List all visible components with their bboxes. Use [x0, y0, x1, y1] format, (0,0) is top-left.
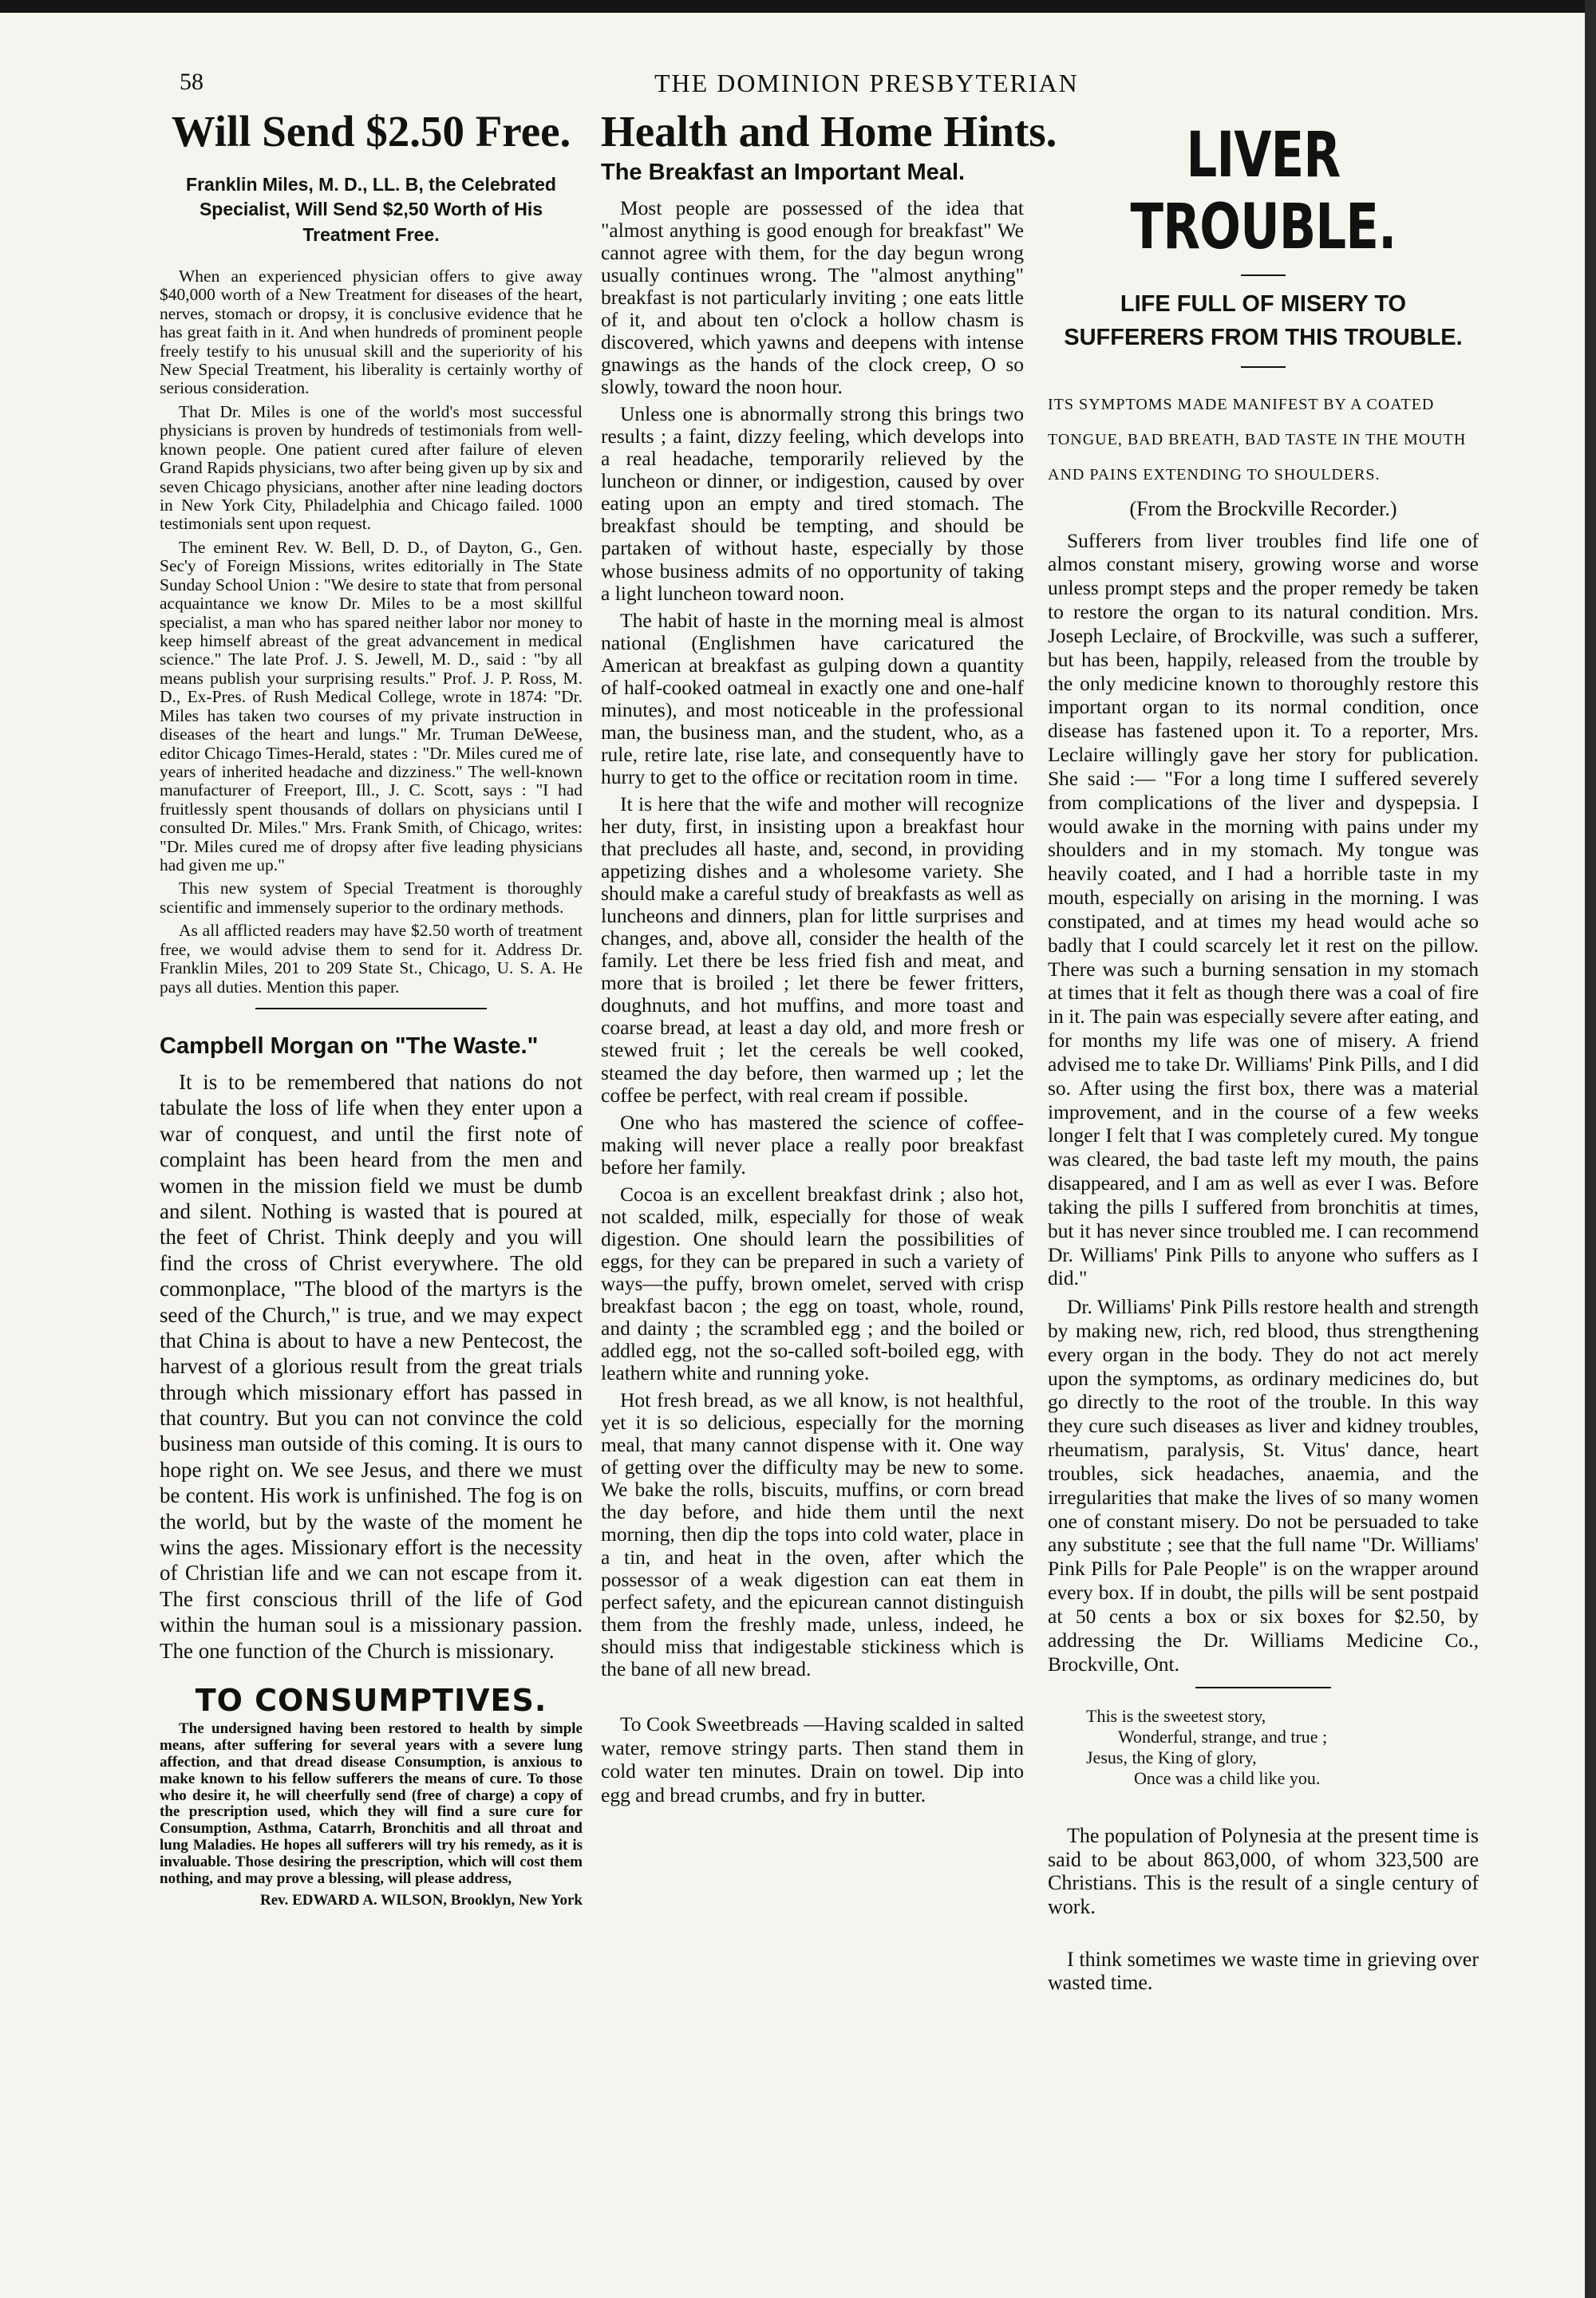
- article-body-free-offer: [160, 267, 583, 997]
- article-title-liver: LIVER TROUBLE.: [1130, 120, 1396, 263]
- divider: [1241, 366, 1286, 368]
- scan-right-edge: [1585, 0, 1596, 2298]
- paragraph: It is to be remembered that nations do not tabulate the loss of life when they enter upon a war of conquest, and until the first note of complaint has been heard from the men and women in the mission field we must be dumb and silent. Nothing is wasted that is poured at the feet of Christ. Think deeply and you will find the cross of Christ everywhere. The old commonplace, "The blood of the martyrs is the seed of the Church," is true, and we may expect that China is about to have a new Pentecost, the harvest of a glorious result from the great trials through which missionary effort has passed in that country. But you can not convince the cold business man outside of this coming. It is ours to hope right on. We see Jesus, and there we must be content. His work is unfinished. The fog is on the world, but by the waste of the moment he wins the ages. Missionary effort is the necessity of Christian life and we can not escape from it. The first conscious thrill of the life of God within the human soul is a missionary passion. The one function of the Church is missionary.: [160, 1069, 583, 1663]
- column-left: [160, 109, 583, 1909]
- article-body-liver: [1048, 529, 1479, 1676]
- closing-note: [1048, 1948, 1479, 1995]
- ad-signature: Rev. EDWARD A. WILSON, Brooklyn, New York: [260, 1891, 583, 1909]
- article-subhead-free-offer: Franklin Miles, M. D., LL. B, the Celebrated Specialist, Will Send $2,50 Worth of His Treatment Free.: [186, 173, 556, 246]
- article-subhead-breakfast: The Breakfast an Important Meal.: [601, 159, 966, 185]
- scan-top-edge: [0, 0, 1596, 13]
- paragraph: This new system of Special Treatment is thoroughly scientific and immensely superior to the ordinary methods.: [160, 879, 583, 917]
- paragraph: One who has mastered the science of coffee-making will never place a really poor breakfast before her family.: [601, 1110, 1024, 1179]
- poem-line: This is the sweetest story,: [1086, 1706, 1266, 1727]
- paragraph: Most people are possessed of the idea that "almost anything is good enough for breakfast" We cannot agree with them, for the day begun wrong usually continues wrong. The "almost anything" breakfast is not particularly inviting ; one eats little of it, and about ten o'clock a hollow chasm is discovered, which yawns and deepens with intense gnawings as the hands of the clock creep, O so slowly, toward the noon hour.: [601, 195, 1024, 399]
- polynesia-note: [1048, 1824, 1479, 1919]
- ad-title-consumptives: TO CONSUMPTIVES.: [195, 1682, 547, 1718]
- paragraph: I think sometimes we waste time in grieving over wasted time.: [1048, 1947, 1479, 1995]
- divider: [255, 1008, 487, 1009]
- paragraph: The undersigned having been restored to health by simple means, after suffering for several years with a severe lung affection, and that dread disease Consumption, is anxious to make known to his fellow sufferers the means of cure. To those who desire it, he will cheerfully send (free of charge) a copy of the prescription used, which they will find a sure cure for Consumption, Asthma, Catarrh, Bronchitis and all throat and lung Maladies. He hopes all sufferers will try his remedy, as it is invaluable. Those desiring the prescription, which will cost them nothing, and may prove a blessing, will please address,: [160, 1720, 583, 1887]
- running-head: THE DOMINION PRESBYTERIAN: [654, 69, 1079, 97]
- paragraph: Hot fresh bread, as we all know, is not healthful, yet it is so delicious, especially for the morning meal, that many cannot dispense with it. One way of getting over the difficulty may be new to some. We bake the rolls, biscuits, muffins, or corn bread the day before, and hide them until the next morning, then dip the tops into cold water, place in a tin, and heat in the oven, after which the possessor of a weak digestion can eat them in perfect safety, and the epicurean cannot distinguish them from the freshly made, unless, indeed, he should miss that indigestable stickiness which is the bane of all new bread.: [601, 1388, 1024, 1680]
- poem: [1086, 1706, 1479, 1789]
- divider: [1195, 1687, 1331, 1688]
- paragraph: As all afflicted readers may have $2.50 worth of treatment free, we would advise them to send for it. Address Dr. Franklin Miles, 201 to 209 State St., Chicago, U. S. A. He pays all duties. Mention this paper.: [160, 921, 583, 997]
- article-body-breakfast: [601, 197, 1024, 1680]
- paragraph: Unless one is abnormally strong this brings two results ; a faint, dizzy feeling, which develops into a real headache, temporarily relieved by the luncheon or dinner, or indigestion, caused by over eating upon an empty and tired stomach. The breakfast should be tempting, and should be partaken of without haste, especially by those whose business admits of no opportunity of taking a light luncheon toward noon.: [601, 402, 1024, 605]
- article-title-health: Health and Home Hints.: [601, 107, 1057, 156]
- paragraph: The population of Polynesia at the present time is said to be about 863,000, of whom 323,500 are Christians. This is the result of a single century of work.: [1048, 1824, 1479, 1919]
- ad-body-consumptives: [160, 1721, 583, 1909]
- divider: [1241, 274, 1286, 276]
- paragraph: To Cook Sweetbreads —Having scalded in salted water, remove stringy parts. Then stand them in cold water ten minutes. Drain on towel. Dip into egg and bread crumbs, and fry in butter.: [601, 1712, 1024, 1807]
- article-subhead-liver: LIFE FULL OF MISERY TO SUFFERERS FROM THIS TROUBLE.: [1064, 291, 1463, 351]
- paragraph: Sufferers from liver troubles find life one of almos constant misery, growing worse and worse unless prompt steps and the proper remedy be taken to restore the organ to its natural condition. Mrs. Joseph Leclaire, of Brockville, was such a sufferer, but has been, happily, released from the trouble by the only medicine known to thoroughly restore this important organ to its normal condition, once disease has fastened upon it. To a reporter, Mrs. Leclaire willingly gave her story for publication. She said :— "For a long time I suffered severely from complications of the liver and dyspepsia. I would awake in the morning with pains under my shoulders and in my stomach. My tongue was heavily coated, and I had a horrible taste in my mouth, especially on arising in the morning. I was constipated, and at times my head would ache so badly that I could scarcely let it rest on the pillow. There was such a burning sensation in my stomach at times that it felt as though there was a coal of fire in it. The pain was especially severe after eating, and for months my life was one of misery. A friend advised me to take Dr. Williams' Pink Pills, and I did so. After using the first box, there was a material improvement, and in the course of a few weeks longer I felt that I was completely cured. My tongue was cleared, the bad taste left my mouth, the pains disappeared, and I am as well as ever I was. Before taking the pills I suffered from bronchitis at times, but it has never since troubled me. I can recommend Dr. Williams' Pink Pills to anyone who suffers as I did.": [1048, 528, 1479, 1290]
- poem-line: Once was a child like you.: [1134, 1768, 1321, 1789]
- article-lead-liver: ITS SYMPTOMS MADE MANIFEST BY A COATED TONGUE, BAD BREATH, BAD TASTE IN THE MOUTH AND PAINS EXTENDING TO SHOULDERS.: [1048, 395, 1467, 484]
- article-title-free-offer: Will Send $2.50 Free.: [171, 107, 571, 156]
- paragraph: Dr. Williams' Pink Pills restore health and strength by making new, rich, red blood, thus strengthening every organ in the body. They do not act merely upon the symptoms, as ordinary medicines do, but go directly to the root of the trouble. In this way they cure such diseases as liver and kidney troubles, rheumatism, paralysis, St. Vitus' dance, heart troubles, sick headaches, anaemia, and the irregularities that make the lives of so many women one of constant misery. Do not be persuaded to take any substitute ; see that the full name "Dr. Williams' Pink Pills for Pale People" is on the wrapper around every box. If in doubt, the pills will be sent postpaid at 50 cents a box or six boxes for $2.50, by addressing the Dr. Williams Medicine Co., Brockville, Ont.: [1048, 1295, 1479, 1676]
- paragraph: The habit of haste in the morning meal is almost national (Englishmen have caricatured the American at breakfast as gulping down a quantity of half-cooked oatmeal in exactly one and one-half minutes), and most noticeable in the professional man, the business man, and the student, who, as a rule, retire late, rise late, and consequently have to hurry to get to the office or recitation room in time.: [601, 608, 1024, 788]
- paragraph: When an experienced physician offers to give away $40,000 worth of a New Treatment for diseases of the heart, nerves, stomach or dropsy, it is conclusive evidence that he has great faith in it. And when hundreds of prominent people freely testify to his unusual skill and the superiority of his New Special Treatment, his liberality is certainly worthy of serious consideration.: [160, 266, 583, 398]
- poem-line: Jesus, the King of glory,: [1086, 1747, 1257, 1768]
- paragraph: It is here that the wife and mother will recognize her duty, first, in insisting upon a breakfast hour that precludes all haste, and, second, in providing appetizing dishes and a wholesome variety. She should make a careful study of breakfasts as well as luncheons and dinners, plan for little surprises and changes, and, above all, consider the health of the family. Let there be less fried fish and meat, and more that is broiled ; let there be fewer fritters, doughnuts, and hot muffins, and more toast and coarse bread, at least a day old, and more fresh or stewed fruit ; let the cereals be well cooked, steamed the day before, then warmed up ; let the coffee be perfect, with real cream if possible.: [601, 792, 1024, 1107]
- article-body-waste: [160, 1069, 583, 1664]
- paragraph: Cocoa is an excellent breakfast drink ; also hot, not scalded, milk, especially for those of weak digestion. One should learn the possibilities of eggs, for they can be prepared in such a variety of ways—the puffy, brown omelet, served with crisp breakfast bacon ; the egg on toast, whole, round, and dainty ; the scrambled egg ; and the boiled or addled egg, not the so-called soft-boiled egg, with leathern white and running yoke.: [601, 1182, 1024, 1385]
- column-right: [1048, 109, 1479, 2000]
- article-source: (From the Brockville Recorder.): [1129, 496, 1397, 520]
- paragraph: That Dr. Miles is one of the world's most successful physicians is proven by hundreds of testimonials from well-known people. One patient cured after failure of eleven Grand Rapids physicians, two after being given up by six and seven Chicago physicians, another after nine leading doctors in New York City, Philadelphia and Chicago failed. 1000 testimonials sent upon request.: [160, 401, 583, 534]
- poem-line: Wonderful, strange, and true ;: [1118, 1727, 1328, 1747]
- recipe-sweetbreads: [601, 1712, 1024, 1807]
- paragraph: The eminent Rev. W. Bell, D. D., of Dayton, G., Gen. Sec'y of Foreign Missions, writes editorially in The State Sunday School Union : "We desire to state that from personal acquaintance we know Dr. Miles to be a most skillful specialist, a man who has spared neither labor nor money to keep himself abreast of the great advancement in medical science." The late Prof. J. S. Jewell, M. D., said : "by all means publish your surprising results." Prof. J. P. Ross, M. D., Ex-Pres. of Rush Medical College, wrote in 1874: "Dr. Miles has taken two courses of my private instruction in diseases of the heart and lungs." Mr. Truman DeWeese, editor Chicago Times-Herald, states : "Dr. Miles cured me of years of inherited headache and dizziness." The well-known manufacturer of Freeport, Ill., J. C. Scott, says : "I had fruitlessly spent thousands of dollars on physicians until I consulted Dr. Miles." Mrs. Frank Smith, of Chicago, writes: "Dr. Miles cured me of dropsy after five leading physicians had given me up.": [160, 537, 583, 875]
- column-middle: [601, 107, 1057, 1812]
- page-number: 58: [180, 69, 203, 95]
- article-title-waste: Campbell Morgan on "The Waste.": [160, 1033, 539, 1059]
